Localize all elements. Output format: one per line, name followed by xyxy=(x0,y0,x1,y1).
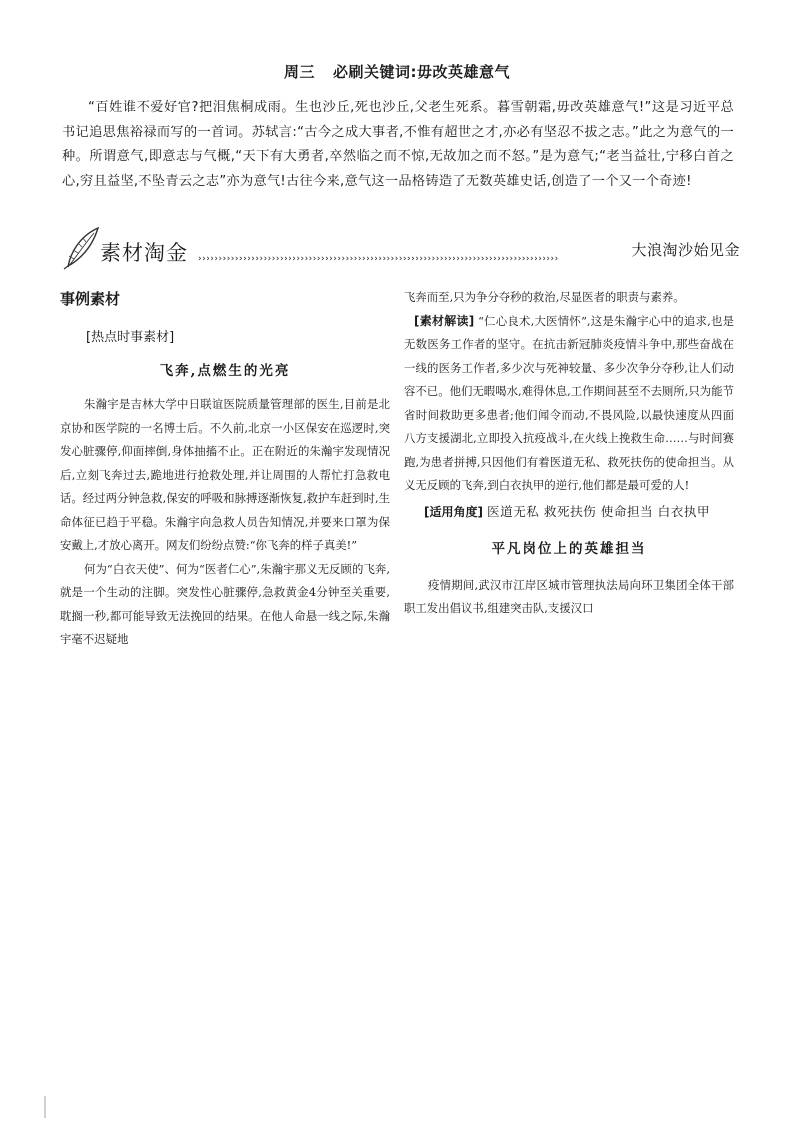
angles-label: [适用角度] xyxy=(424,504,483,519)
article-paragraph-continued: 飞奔而至,只为争分夺秒的救治,尽显医者的职责与素养。 xyxy=(404,290,685,304)
title-day: 周三 xyxy=(283,63,315,81)
interpretation-label: [素材解读] xyxy=(414,313,475,328)
angles-text: 医道无私 救死扶伤 使命担当 白衣执甲 xyxy=(487,503,711,519)
scan-margin-mark xyxy=(44,1096,46,1118)
section-banner xyxy=(60,225,740,271)
material-interpretation xyxy=(404,310,734,498)
article-title: 飞奔,点燃生的光亮 xyxy=(159,362,291,379)
interpretation-text: “仁心良术,大医情怀”,这是朱瀚宇心中的追求,也是无数医务工作者的坚守。在抗击新冠肺炎疫情斗争中,那些奋战在一线的医务工作者,多少次与死神较量、多少次争分夺秒,让人们动容不已。他们无暇喝水,难得休息,工作期间甚至不去厕所,只为能节省时间救助更多患者;他们闻令而动,不畏风险,以最快速度从四面八方支援湖北,立即投入抗疫战斗,在火线上挽救生命……与时间赛跑,为患者拼搏,只因他们有着医道无私、救死扶伤的使命担当。从义无反顾的飞奔,到白衣执甲的逆行,他们都是最可爱的人! xyxy=(404,313,734,492)
page-title xyxy=(0,61,794,82)
article-paragraph: 何为“白衣天使”、何为“医者仁心”,朱瀚宇那义无反顾的飞奔,就是一个生动的注脚。突发性心脏骤停,急救黄金4分钟至关重要,耽搁一秒,都可能导致无法挽回的结果。在他人命悬一线之际,朱瀚宇毫不迟疑地 xyxy=(60,561,390,646)
banner-right-label: 大浪淘沙始见金 xyxy=(631,241,740,259)
hot-topic-tag: [热点时事素材] xyxy=(86,330,175,345)
article-title-2: 平凡岗位上的英雄担当 xyxy=(491,541,647,557)
right-column xyxy=(404,286,734,621)
article-paragraph: 朱瀚宇是吉林大学中日联谊医院质量管理部的医生,目前是北京协和医学院的一名博士后。不久前,北京一小区保安在巡逻时,突发心脏骤停,仰面摔倒,身体抽搐不止。正在附近的朱瀚宇发现情况后,立刻飞奔过去,跪地进行抢救处理,并让周围的人帮忙打急救电话。经过两分钟急救,保安的呼吸和脉搏逐渐恢复,救护车赶到时,生命体征已趋于平稳。朱瀚宇向急救人员告知情况,并要来口罩为保安戴上,才放心离开。网友们纷纷点赞:“你飞奔的样子真美!” xyxy=(60,397,390,552)
intro-paragraph: “百姓谁不爱好官?把泪焦桐成雨。生也沙丘,死也沙丘,父老生死系。暮雪朝霜,毋改英雄意气!”这是习近平总书记追思焦裕禄而写的一首词。苏轼言:“古今之成大事者,不惟有超世之才,亦必有坚忍不拔之志。”此之为意气的一种。所谓意气,即意志与气概,“天下有大勇者,卒然临之而不惊,无故加之而不怒。”是为意气;“老当益壮,宁移白首之心,穷且益坚,不坠青云之志”亦为意气!古往今来,意气这一品格铸造了无数英雄史话,创造了一个又一个奇迹! xyxy=(62,100,734,189)
banner-arrow-line xyxy=(198,246,646,264)
arrow-chevrons: ›››››››››››››››››››››››››››››››››››››››››››››››››››››››››››››››››››››››››››››››››››››››› xyxy=(198,254,559,264)
applicable-angles xyxy=(404,500,734,525)
title-keyword: 必刷关键词:毋改英雄意气 xyxy=(333,63,510,81)
article-paragraph-2: 疫情期间,武汉市江岸区城市管理执法局向环卫集团全体干部职工发出倡议书,组建突击队,支援汉口 xyxy=(404,577,734,615)
section-heading: 事例素材 xyxy=(60,290,121,308)
banner-left-label: 素材淘金 xyxy=(100,241,188,265)
left-column xyxy=(60,286,390,652)
